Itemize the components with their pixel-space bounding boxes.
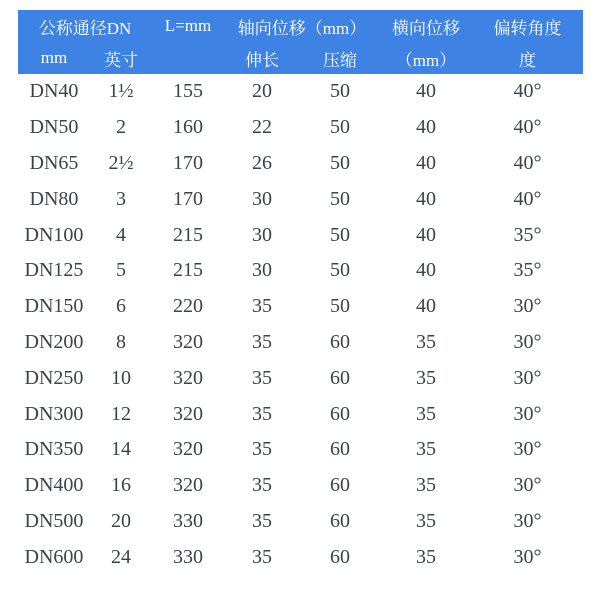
table-row [18, 181, 583, 217]
table-cell-length: 215 [152, 253, 224, 289]
table-cell-elongation: 30 [224, 253, 300, 289]
table-cell-length: 160 [152, 110, 224, 146]
table-cell-inch: 5 [90, 253, 152, 289]
table-cell-lateral: 40 [380, 181, 472, 217]
header-cell-nominal-diameter: 公称通径DN [18, 10, 152, 42]
table-cell-angle: 30° [472, 504, 583, 540]
table-row [18, 468, 583, 504]
table-row [18, 396, 583, 432]
table-cell-elongation: 30 [224, 181, 300, 217]
table-cell-lateral: 40 [380, 217, 472, 253]
table-cell-angle: 30° [472, 432, 583, 468]
header-cell-empty [152, 42, 224, 74]
header-row-2 [18, 42, 583, 74]
table-cell-compression: 50 [300, 217, 380, 253]
table-row [18, 289, 583, 325]
table-cell-elongation: 35 [224, 468, 300, 504]
table-cell-compression: 60 [300, 468, 380, 504]
table-cell-dn: DN600 [18, 539, 90, 575]
table-cell-dn: DN200 [18, 325, 90, 361]
header-cell-mm: mm [18, 42, 90, 74]
table-row [18, 539, 583, 575]
table-cell-dn: DN100 [18, 217, 90, 253]
table-cell-dn: DN40 [18, 74, 90, 110]
table-cell-dn: DN65 [18, 146, 90, 182]
table-cell-compression: 60 [300, 360, 380, 396]
table-cell-lateral: 35 [380, 325, 472, 361]
table-cell-lateral: 40 [380, 74, 472, 110]
table-cell-compression: 50 [300, 110, 380, 146]
header-cell-elongation: 伸长 [224, 42, 300, 74]
table-cell-inch: 14 [90, 432, 152, 468]
table-cell-inch: 1½ [90, 74, 152, 110]
table-cell-lateral: 35 [380, 396, 472, 432]
table-cell-length: 320 [152, 360, 224, 396]
table-cell-inch: 20 [90, 504, 152, 540]
table-cell-inch: 24 [90, 539, 152, 575]
table-cell-length: 330 [152, 539, 224, 575]
table-cell-inch: 2 [90, 110, 152, 146]
table-cell-compression: 60 [300, 504, 380, 540]
spec-table [18, 10, 583, 575]
table-cell-compression: 60 [300, 539, 380, 575]
table-cell-elongation: 35 [224, 289, 300, 325]
table-cell-dn: DN80 [18, 181, 90, 217]
header-cell-lateral-displacement: 横向位移 [380, 10, 472, 42]
table-cell-length: 155 [152, 74, 224, 110]
table-cell-angle: 35° [472, 253, 583, 289]
table-cell-elongation: 35 [224, 432, 300, 468]
table-row [18, 217, 583, 253]
table-cell-lateral: 40 [380, 146, 472, 182]
table-cell-length: 320 [152, 396, 224, 432]
table-cell-length: 215 [152, 217, 224, 253]
table-row [18, 146, 583, 182]
table-cell-compression: 50 [300, 181, 380, 217]
header-cell-axial-displacement: 轴向位移（mm） [224, 10, 380, 42]
table-row [18, 74, 583, 110]
table-cell-elongation: 20 [224, 74, 300, 110]
table-cell-angle: 40° [472, 181, 583, 217]
table-cell-dn: DN300 [18, 396, 90, 432]
table-cell-dn: DN150 [18, 289, 90, 325]
table-cell-angle: 35° [472, 217, 583, 253]
table-cell-compression: 50 [300, 146, 380, 182]
table-body [18, 74, 583, 575]
table-cell-angle: 30° [472, 468, 583, 504]
header-cell-length: L=mm [152, 10, 224, 42]
table-cell-angle: 30° [472, 539, 583, 575]
table-cell-length: 170 [152, 181, 224, 217]
table-cell-inch: 6 [90, 289, 152, 325]
table-cell-elongation: 35 [224, 504, 300, 540]
table-cell-length: 320 [152, 432, 224, 468]
table-cell-elongation: 26 [224, 146, 300, 182]
table-header [18, 10, 583, 74]
table-cell-elongation: 30 [224, 217, 300, 253]
table-row [18, 325, 583, 361]
table-cell-inch: 3 [90, 181, 152, 217]
table-cell-inch: 8 [90, 325, 152, 361]
table-cell-inch: 4 [90, 217, 152, 253]
table-cell-inch: 10 [90, 360, 152, 396]
table-cell-angle: 30° [472, 325, 583, 361]
table-cell-dn: DN500 [18, 504, 90, 540]
table-cell-length: 320 [152, 468, 224, 504]
table-cell-elongation: 22 [224, 110, 300, 146]
table-cell-lateral: 40 [380, 289, 472, 325]
table-cell-angle: 30° [472, 396, 583, 432]
table-cell-dn: DN250 [18, 360, 90, 396]
table-cell-lateral: 40 [380, 110, 472, 146]
header-cell-lateral-mm: （mm） [380, 42, 472, 74]
table-cell-angle: 40° [472, 74, 583, 110]
table-cell-length: 330 [152, 504, 224, 540]
table-cell-elongation: 35 [224, 539, 300, 575]
header-cell-deflection-angle: 偏转角度 [472, 10, 583, 42]
table-cell-lateral: 35 [380, 360, 472, 396]
table-cell-angle: 40° [472, 110, 583, 146]
header-cell-degree: 度 [472, 42, 583, 74]
table-row [18, 504, 583, 540]
table-cell-compression: 60 [300, 432, 380, 468]
table-cell-lateral: 35 [380, 539, 472, 575]
table-cell-length: 170 [152, 146, 224, 182]
table-cell-elongation: 35 [224, 325, 300, 361]
table-row [18, 360, 583, 396]
table-cell-inch: 12 [90, 396, 152, 432]
table-cell-dn: DN50 [18, 110, 90, 146]
table-cell-lateral: 35 [380, 504, 472, 540]
table-row [18, 110, 583, 146]
table-cell-inch: 16 [90, 468, 152, 504]
table-cell-compression: 60 [300, 396, 380, 432]
table-cell-angle: 30° [472, 360, 583, 396]
table-cell-length: 320 [152, 325, 224, 361]
table-cell-angle: 40° [472, 146, 583, 182]
table-cell-compression: 50 [300, 74, 380, 110]
table-cell-lateral: 35 [380, 468, 472, 504]
header-cell-inch: 英寸 [90, 42, 152, 74]
table-row [18, 253, 583, 289]
table-cell-inch: 2½ [90, 146, 152, 182]
table-cell-elongation: 35 [224, 396, 300, 432]
table-cell-elongation: 35 [224, 360, 300, 396]
table-cell-dn: DN400 [18, 468, 90, 504]
table-cell-dn: DN350 [18, 432, 90, 468]
table-cell-compression: 50 [300, 253, 380, 289]
table-row [18, 432, 583, 468]
header-row-1 [18, 10, 583, 42]
table-cell-angle: 30° [472, 289, 583, 325]
table-cell-compression: 60 [300, 325, 380, 361]
table-cell-length: 220 [152, 289, 224, 325]
header-cell-compression: 压缩 [300, 42, 380, 74]
table-cell-compression: 50 [300, 289, 380, 325]
table-cell-lateral: 35 [380, 432, 472, 468]
table-cell-lateral: 40 [380, 253, 472, 289]
table-cell-dn: DN125 [18, 253, 90, 289]
